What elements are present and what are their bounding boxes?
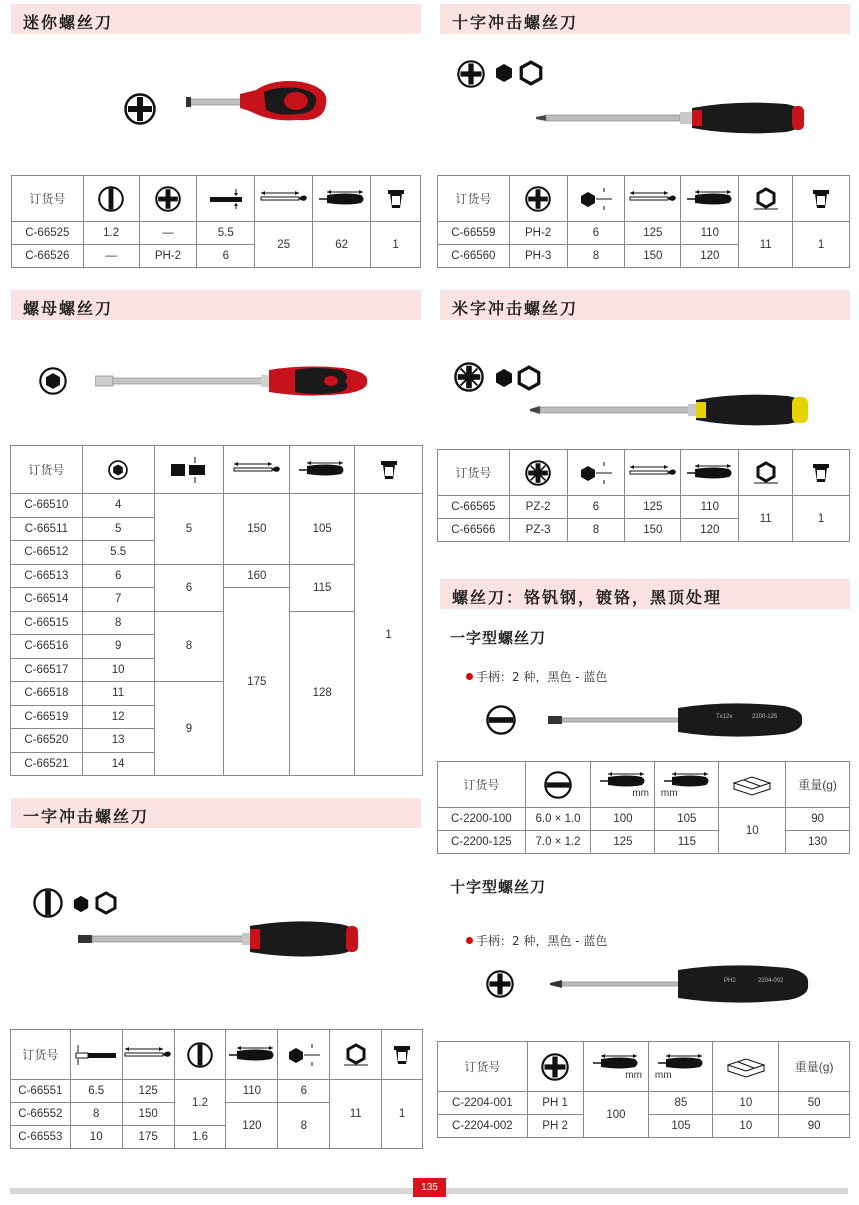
hex-size: 13	[82, 729, 154, 753]
slot-icon	[187, 1042, 213, 1068]
phillips-icon	[541, 1053, 569, 1081]
handle-length: 110	[226, 1080, 278, 1103]
section-title: 米字冲击螺丝刀	[452, 299, 579, 318]
cross-subtitle: 十字型螺丝刀	[450, 878, 547, 896]
section-header-slot-impact	[11, 798, 421, 828]
hex-solid-icon	[72, 895, 90, 913]
slot-icon	[486, 705, 516, 735]
pozi-size: PZ-2	[509, 496, 567, 519]
handle-length: 105	[655, 808, 719, 831]
box-pack-icon	[730, 773, 774, 797]
hex-size: 6	[567, 222, 625, 245]
handle-length-icon	[685, 463, 735, 483]
package-qty-icon	[384, 187, 408, 211]
wrench-size: 11	[330, 1080, 382, 1149]
flat-spec-table	[437, 761, 850, 854]
socket-depth: 6	[154, 564, 224, 611]
page-number: 135	[413, 1178, 446, 1197]
order-code: C-66559	[438, 222, 510, 245]
package-qty-icon	[377, 458, 401, 482]
shaft-length: 150	[625, 245, 681, 268]
tip-width: 6.5	[70, 1080, 122, 1103]
hex-size: 14	[82, 752, 154, 776]
flat-subtitle: 一字型螺丝刀	[450, 629, 547, 647]
hex-dimension-icon	[284, 1043, 324, 1067]
package-qty: 1	[371, 222, 421, 268]
package-qty: 10	[719, 808, 786, 854]
shaft-length: 125	[591, 831, 655, 854]
hex-socket-icon	[107, 459, 129, 481]
flat-screwdriver-image	[548, 702, 804, 738]
phillips-size: PH-3	[509, 245, 567, 268]
tip-width: 6	[197, 245, 255, 268]
wrench-hex-icon	[340, 1043, 372, 1067]
phillips-size: PH 2	[527, 1115, 583, 1138]
hex-size: 8	[567, 245, 625, 268]
handle-length: 115	[290, 564, 355, 611]
handle-marking: 2204-002	[758, 978, 784, 984]
handle-length-mm	[653, 1053, 709, 1081]
phillips-size: —	[139, 222, 197, 245]
order-no-header: 订货号	[29, 192, 66, 206]
tip-size: 7.0 × 1.2	[525, 831, 591, 854]
section-header-nut	[11, 290, 421, 320]
weight: 50	[779, 1092, 850, 1115]
slot-impact-spec-table	[10, 1029, 423, 1149]
hex-solid-icon	[494, 368, 514, 388]
order-code: C-66519	[11, 705, 83, 729]
hex-size: 12	[82, 705, 154, 729]
weight-header: 重量(g)	[794, 1060, 834, 1074]
shaft-length: 175	[224, 588, 290, 776]
slot-icon	[98, 186, 124, 212]
hex-size: 4	[82, 494, 154, 518]
table-row	[11, 494, 423, 518]
section-header-pozi-impact	[440, 290, 850, 320]
order-no-header: 订货号	[463, 778, 500, 792]
mini-spec-table	[11, 175, 421, 268]
pozidriv-icon	[454, 362, 484, 392]
handle-length: 62	[313, 222, 371, 268]
table-row	[12, 222, 421, 245]
handle-length: 120	[681, 519, 739, 542]
table-row	[438, 1092, 850, 1115]
hex-socket-icon	[39, 367, 67, 395]
shaft-length: 175	[122, 1126, 174, 1149]
shaft-length: 150	[122, 1103, 174, 1126]
hex-size: 8	[82, 611, 154, 635]
hex-size: 6	[82, 564, 154, 588]
slot-thickness: 1.6	[174, 1126, 226, 1149]
order-code: C-2204-002	[438, 1115, 528, 1138]
unit-label: mm	[660, 787, 678, 799]
hex-size: 9	[82, 635, 154, 659]
impact-pozi-screwdriver-image	[530, 392, 810, 428]
section-title: 螺丝刀：铬钒钢，镀铬，黑顶处理	[452, 588, 723, 607]
pozi-size: PZ-3	[509, 519, 567, 542]
phillips-icon	[457, 60, 485, 88]
tip-width: 5.5	[197, 222, 255, 245]
hex-open-icon	[516, 365, 542, 391]
handle-length: 105	[290, 494, 355, 565]
shaft-length-icon	[628, 189, 678, 209]
hex-size: 10	[82, 658, 154, 682]
phillips-icon	[124, 93, 156, 125]
shaft-length-icon	[259, 189, 309, 209]
tip-width-icon	[206, 187, 246, 211]
order-no-header: 订货号	[464, 1060, 501, 1074]
wrench-hex-icon	[750, 187, 782, 211]
package-qty: 10	[713, 1092, 779, 1115]
socket-depth: 5	[154, 494, 224, 565]
hex-open-icon	[518, 60, 544, 86]
section-title: 迷你螺丝刀	[23, 13, 114, 32]
shaft-length-mm	[588, 1053, 644, 1081]
impact-slot-screwdriver-image	[78, 920, 360, 958]
hex-size: 6	[567, 496, 625, 519]
handle-length-icon	[297, 460, 347, 480]
order-code: C-66525	[12, 222, 84, 245]
unit-label: mm	[632, 787, 649, 799]
section-header-mini	[11, 4, 421, 34]
section-title: 十字冲击螺丝刀	[452, 13, 579, 32]
cross-spec-table	[437, 1041, 850, 1138]
order-code: C-66515	[11, 611, 83, 635]
order-code: C-2200-100	[438, 808, 526, 831]
handle-length: 85	[649, 1092, 713, 1115]
order-no-header: 订货号	[22, 1048, 59, 1062]
order-code: C-66513	[11, 564, 83, 588]
weight: 130	[786, 831, 850, 854]
order-code: C-66553	[11, 1126, 71, 1149]
handle-length-icon	[317, 189, 367, 209]
socket-depth-icon	[169, 456, 209, 484]
package-qty-icon	[809, 461, 833, 485]
table-row	[11, 1080, 423, 1103]
pozi-impact-spec-table	[437, 449, 850, 542]
flat-handle-note	[466, 668, 607, 685]
unit-label: mm	[625, 1069, 642, 1081]
order-code: C-66552	[11, 1103, 71, 1126]
hex-size: 7	[82, 588, 154, 612]
shaft-length: 125	[625, 496, 681, 519]
section-title: 螺母螺丝刀	[23, 299, 114, 318]
wrench-size: 11	[739, 496, 793, 542]
hex-solid-icon	[494, 63, 514, 83]
order-no-header: 订货号	[455, 466, 492, 480]
shaft-length-icon	[123, 1045, 173, 1065]
shaft-length: 150	[224, 494, 290, 565]
shaft-length: 160	[224, 564, 290, 588]
phillips-size: PH 1	[527, 1092, 583, 1115]
hex-size: 5	[82, 517, 154, 541]
bullet-text: 手柄：2 种，黑色 - 蓝色	[476, 670, 608, 684]
hex-size: 8	[278, 1103, 330, 1149]
slot-size: 1.2	[83, 222, 139, 245]
package-qty: 1	[793, 496, 850, 542]
order-code: C-66518	[11, 682, 83, 706]
table-row	[438, 496, 850, 519]
order-code: C-66517	[11, 658, 83, 682]
weight: 90	[786, 808, 850, 831]
bullet-dot	[466, 937, 473, 944]
shaft-length-mm	[595, 771, 651, 799]
slot-icon	[33, 888, 63, 918]
phillips-size: PH-2	[509, 222, 567, 245]
tip-width: 8	[70, 1103, 122, 1126]
slot-thickness: 1.2	[174, 1080, 226, 1126]
bullet-text: 手柄：2 种，黑色 - 蓝色	[476, 934, 608, 948]
section-header-cross-impact	[440, 4, 850, 34]
handle-length: 120	[226, 1103, 278, 1149]
table-row	[438, 808, 850, 831]
nut-driver-image	[95, 364, 369, 398]
cross-handle-note	[466, 932, 607, 949]
order-code: C-66566	[438, 519, 510, 542]
order-no-header: 订货号	[455, 192, 492, 206]
unit-label: mm	[654, 1069, 672, 1081]
handle-length: 110	[681, 222, 739, 245]
handle-marking: 2200-125	[752, 714, 778, 720]
handle-marking: PH2	[724, 978, 736, 984]
shaft-length-icon	[232, 460, 282, 480]
slot-icon	[544, 771, 572, 799]
handle-length-icon	[685, 189, 735, 209]
hex-size: 8	[567, 519, 625, 542]
nut-driver-spec-table	[10, 445, 423, 776]
order-code: C-66565	[438, 496, 510, 519]
shaft-length: 125	[625, 222, 681, 245]
bullet-dot	[466, 673, 473, 680]
socket-depth: 8	[154, 611, 224, 682]
phillips-icon	[486, 970, 514, 998]
weight: 90	[779, 1115, 850, 1138]
section-header-crv	[440, 579, 850, 609]
order-code: C-66510	[11, 494, 83, 518]
handle-length: 115	[655, 831, 719, 854]
tip-width-icon	[74, 1043, 118, 1067]
weight-header: 重量(g)	[798, 778, 837, 792]
handle-length: 105	[649, 1115, 713, 1138]
package-qty: 10	[713, 1115, 779, 1138]
pozidriv-icon	[525, 460, 551, 486]
shaft-length: 125	[122, 1080, 174, 1103]
order-code: C-66526	[12, 245, 84, 268]
order-code: C-66520	[11, 729, 83, 753]
handle-length-mm	[659, 771, 715, 799]
order-code: C-66521	[11, 752, 83, 776]
hex-size: 11	[82, 682, 154, 706]
tip-size: 6.0 × 1.0	[525, 808, 591, 831]
package-qty-icon	[390, 1043, 414, 1067]
package-qty: 1	[793, 222, 850, 268]
cross-impact-spec-table	[437, 175, 850, 268]
order-code: C-66516	[11, 635, 83, 659]
handle-marking: Tx12x	[716, 714, 733, 720]
box-pack-icon	[724, 1055, 768, 1079]
package-qty-icon	[809, 187, 833, 211]
package-qty: 1	[382, 1080, 423, 1149]
shaft-length-icon	[628, 463, 678, 483]
handle-length: 110	[681, 496, 739, 519]
socket-depth: 9	[154, 682, 224, 776]
shaft-length: 25	[255, 222, 313, 268]
table-row	[438, 222, 850, 245]
shaft-length: 100	[583, 1092, 649, 1138]
hex-size: 6	[278, 1080, 330, 1103]
order-code: C-66551	[11, 1080, 71, 1103]
order-code: C-66560	[438, 245, 510, 268]
phillips-size: PH-2	[139, 245, 197, 268]
handle-length: 128	[290, 611, 355, 776]
table-row	[438, 831, 850, 854]
phillips-icon	[525, 186, 551, 212]
impact-phillips-screwdriver-image	[536, 100, 806, 136]
shaft-length: 100	[591, 808, 655, 831]
handle-length-icon	[227, 1045, 277, 1065]
section-title: 一字冲击螺丝刀	[23, 807, 150, 826]
wrench-hex-icon	[750, 461, 782, 485]
order-code: C-66511	[11, 517, 83, 541]
phillips-screwdriver-image	[550, 964, 810, 1004]
order-code: C-2200-125	[438, 831, 526, 854]
order-no-header: 订货号	[28, 463, 65, 477]
hex-open-icon	[94, 891, 118, 915]
tip-width: 10	[70, 1126, 122, 1149]
stubby-screwdriver-image	[186, 78, 330, 124]
slot-size: —	[83, 245, 139, 268]
wrench-size: 11	[739, 222, 793, 268]
hex-size: 5.5	[82, 541, 154, 565]
handle-length: 120	[681, 245, 739, 268]
order-code: C-2204-001	[438, 1092, 528, 1115]
package-qty: 1	[355, 494, 423, 776]
order-code: C-66514	[11, 588, 83, 612]
hex-dimension-icon	[576, 187, 616, 211]
hex-dimension-icon	[576, 461, 616, 485]
phillips-icon	[155, 186, 181, 212]
order-code: C-66512	[11, 541, 83, 565]
shaft-length: 150	[625, 519, 681, 542]
